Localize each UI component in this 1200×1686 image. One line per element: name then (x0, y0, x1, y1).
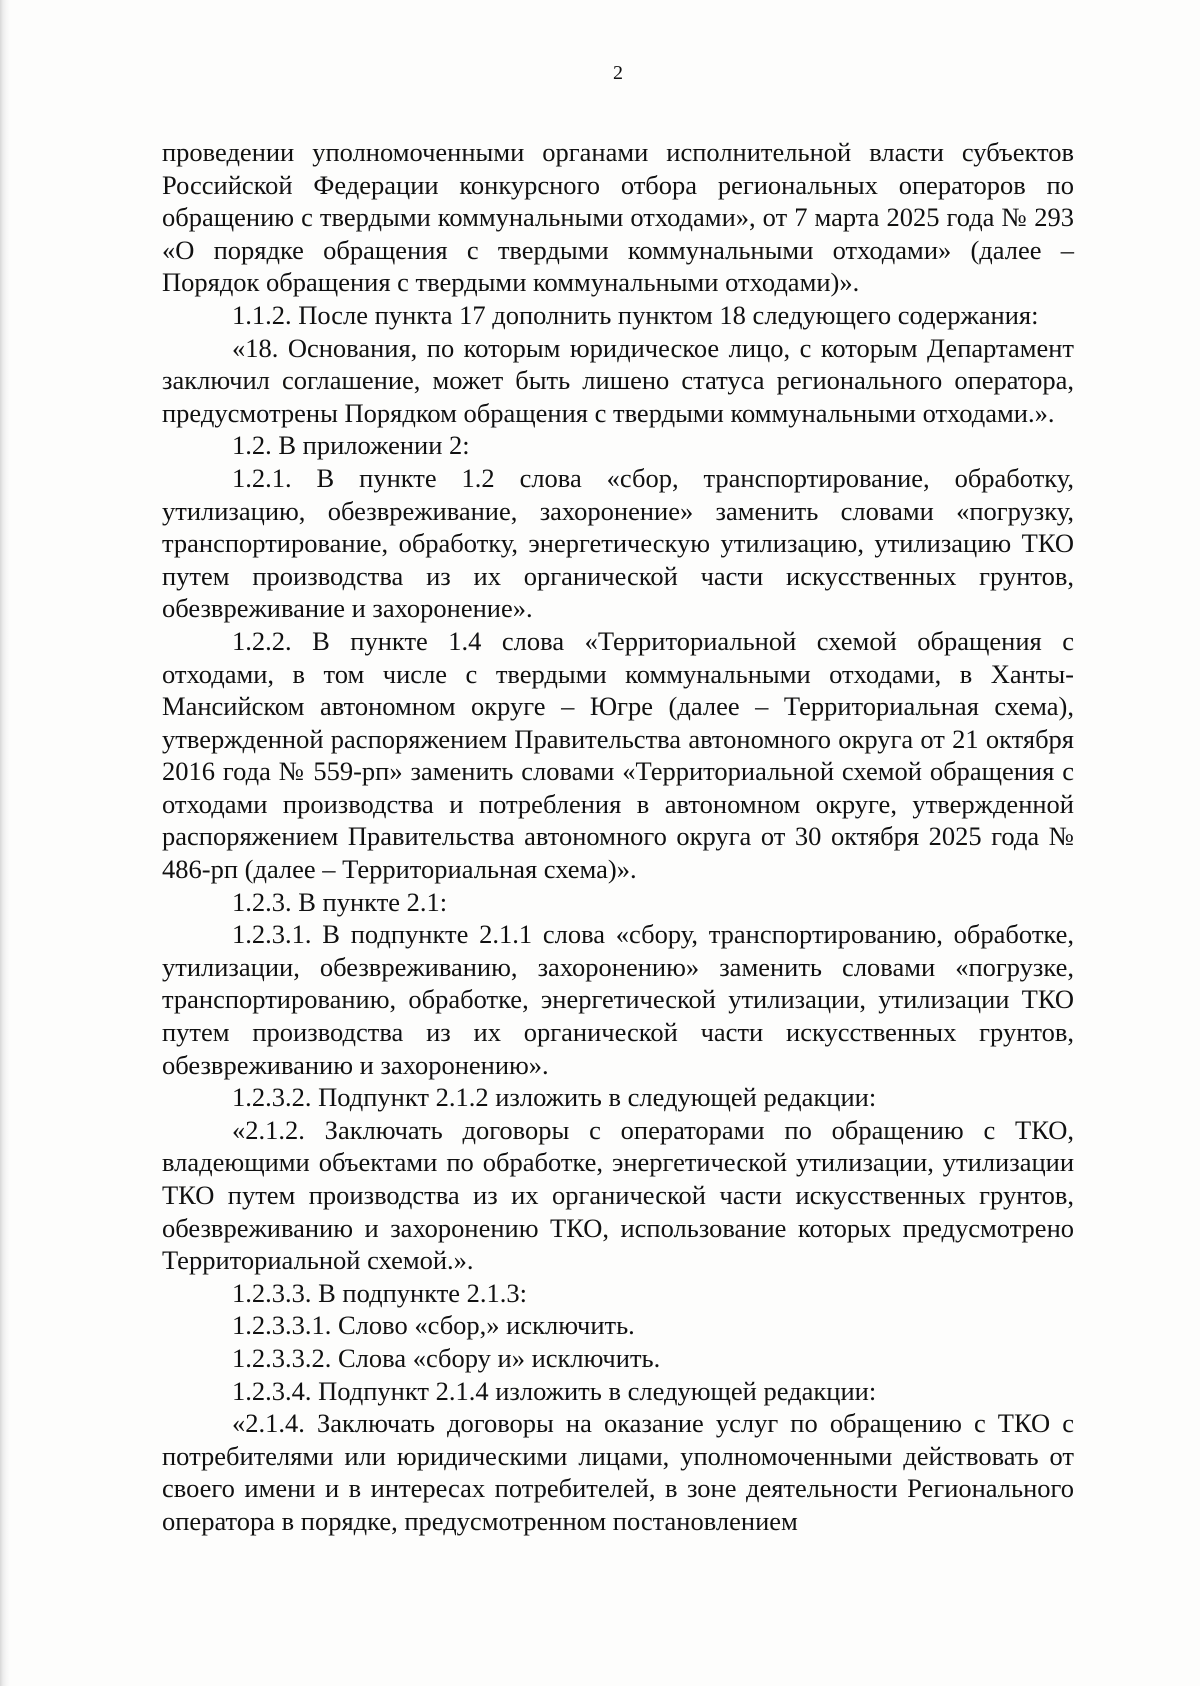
paragraph-continuation: проведении уполномоченными органами исполнительной власти субъектов Российской Федерации конкурсного отбора региональных операторов по обращению с твердыми коммунальными отходами», от 7 марта 2025 года № 293 «О порядке обращения с твердыми коммунальными отходами» (далее – Порядок обращения с твердыми коммунальными отходами)». (162, 137, 1074, 298)
scan-edge-shadow (0, 0, 10, 1686)
paragraph-1-2-3-2: 1.2.3.2. Подпункт 2.1.2 изложить в следующей редакции: (232, 1082, 877, 1113)
paragraph-1-2-3-3-1: 1.2.3.3.1. Слово «сбор,» исключить. (232, 1310, 635, 1341)
paragraph-1-2-2: 1.2.2. В пункте 1.4 слова «Территориальной схемой обращения с отходами, в том числе с твердыми коммунальными отходами, в Ханты-Мансийском автономном округе – Югре (далее – Территориальная схема), утвержденной распоряжением Правительства автономного округа от 21 октября 2016 года № 559-рп» заменить словами «Территориальной схемой обращения с отходами производства и потребления в автономном округе, утвержденной распоряжением Правительства автономного округа от 30 октября 2025 года № 486-рп (далее – Территориальная схема)». (162, 625, 1074, 885)
paragraph-1-2-3-4: 1.2.3.4. Подпункт 2.1.4 изложить в следующей редакции: (232, 1375, 877, 1406)
paragraph-1-2-3-3-2: 1.2.3.3.2. Слова «сбору и» исключить. (232, 1342, 661, 1373)
paragraph-1-2-1: 1.2.1. В пункте 1.2 слова «сбор, транспортирование, обработку, утилизацию, обезвреживание, захоронение» заменить словами «погрузку, транспортирование, обработку, энергетическую утилизацию, утилизацию ТКО путем производства из их органической части искусственных грунтов, обезвреживание и захоронение». (162, 462, 1074, 624)
paragraph-1-2-3: 1.2.3. В пункте 2.1: (232, 886, 448, 917)
paragraph-1-2: 1.2. В приложении 2: (232, 430, 470, 461)
paragraph-1-1-2: 1.1.2. После пункта 17 дополнить пунктом 18 следующего содержания: (232, 299, 1039, 330)
paragraph-quote-2-1-4: «2.1.4. Заключать договоры на оказание услуг по обращению с ТКО с потребителями или юридическими лицами, уполномоченными действовать от своего имени и в интересах потребителей, в зоне деятельности Регионального оператора в порядке, предусмотренном постановлением (162, 1408, 1074, 1536)
paragraph-1-2-3-1: 1.2.3.1. В подпункте 2.1.1 слова «сбору, транспортированию, обработке, утилизации, обезвреживанию, захоронению» заменить словами «погрузке, транспортированию, обработке, энергетической утилизации, утилизации ТКО путем производства из их органической части искусственных грунтов, обезвреживанию и захоронению». (162, 919, 1074, 1080)
page-number: 2 (613, 62, 623, 84)
paragraph-1-2-3-3: 1.2.3.3. В подпункте 2.1.3: (232, 1277, 528, 1308)
paragraph-quote-18: «18. Основания, по которым юридическое лицо, с которым Департамент заключил соглашение, может быть лишено статуса регионального оператора, предусмотрены Порядком обращения с твердыми коммунальными отходами.». (162, 332, 1074, 428)
paragraph-quote-2-1-2: «2.1.2. Заключать договоры с операторами по обращению с ТКО, владеющими объектами по обработке, энергетической утилизации, утилизации ТКО путем производства из их органической части искусственных грунтов, обезвреживанию и захоронению ТКО, использование которых предусмотрено Территориальной схемой.». (162, 1114, 1074, 1276)
document-body (162, 136, 1074, 1538)
